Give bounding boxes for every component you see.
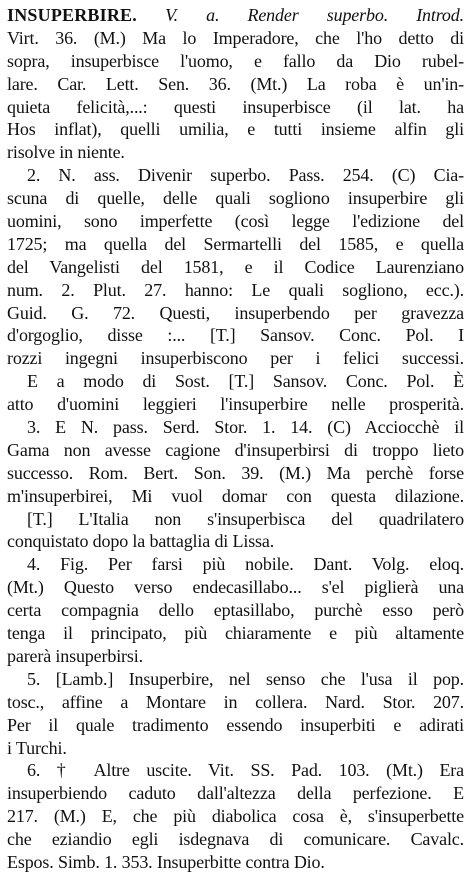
entry-text: V. a. Render superbo. Introd. xyxy=(136,5,464,25)
entry-line: Guid. G. 72. Questi, insuperbendo per gravezza xyxy=(7,302,464,323)
entry-line: uomini, sono imperfette (così legge l'edizione del xyxy=(7,211,464,232)
sense-3-line: 3. E N. pass. Serd. Stor. 1. 14. (C) Acciocchè il xyxy=(27,417,464,438)
entry-line xyxy=(7,4,464,27)
entry-line: lare. Car. Lett. Sen. 36. (Mt.) La roba è un'in- xyxy=(7,73,464,94)
entry-line: Espos. Simb. 1. 353. Insuperbitte contra Dio. xyxy=(7,851,325,872)
entry-line: parerà insuperbirsi. xyxy=(7,645,143,666)
entry-line: conquistato dopo la battaglia di Lissa. xyxy=(7,531,275,552)
entry-line: Hos inflat), quelli umilia, e tutti insieme alfin gli xyxy=(7,119,464,140)
entry-line: successo. Rom. Bert. Son. 39. (M.) Ma perchè forse xyxy=(7,462,464,483)
entry-line: Per il quale tradimento essendo insuperbiti e adirati xyxy=(7,714,464,735)
entry-line: d'orgoglio, disse :... [T.] Sansov. Conc. Pol. I xyxy=(7,325,464,346)
sense-4-line: 4. Fig. Per farsi più nobile. Dant. Volg. eloq. xyxy=(27,554,464,575)
sense-5-line: 5. [Lamb.] Insuperbire, nel senso che l'usa il pop. xyxy=(27,668,464,689)
entry-line: (Mt.) Questo verso endecasillabo... s'el piglierà una xyxy=(7,577,464,598)
entry-line: che eziandio egli isdegnava di comunicare. Cavalc. xyxy=(7,829,464,850)
entry-line: Gama non avesse cagione d'insuperbirsi di troppo lieto xyxy=(7,439,464,460)
entry-line: tosc., affine a Montare in collera. Nard. Stor. 207. xyxy=(7,691,464,712)
sense-2-line: 2. N. ass. Divenir superbo. Pass. 254. (C) Cia- xyxy=(27,165,464,186)
entry-line: sopra, insuperbisce l'uomo, e fallo da Dio rubel- xyxy=(7,50,464,71)
entry-line: 1725; ma quella del Sermartelli del 1585, e quella xyxy=(7,233,464,254)
entry-line: i Turchi. xyxy=(7,737,67,758)
entry-line: num. 2. Plut. 27. hanno: Le quali sogliono, ecc.). xyxy=(7,279,464,300)
entry-line: tenga il principato, più chiaramente e più altamente xyxy=(7,623,464,644)
entry-line: del Vangelisti del 1581, e il Codice Laurenziano xyxy=(7,256,464,277)
entry-line: Virt. 36. (M.) Ma lo Imperadore, che l'ho detto di xyxy=(7,27,464,48)
entry-line: m'insuperbirei, Mi vuol domar con questa dilazione. xyxy=(7,485,464,506)
entry-line: insuperbiendo caduto dall'altezza della perfezione. E xyxy=(7,783,464,804)
entry-line: certa compagnia dello eptasillabo, purchè esso però xyxy=(7,600,464,621)
subsense-line: [T.] L'Italia non s'insuperbisca del quadrilatero xyxy=(27,508,464,529)
entry-line: quieta felicità,...: questi insuperbisce (il lat. ha xyxy=(7,96,464,117)
subsense-line: E a modo di Sost. [T.] Sansov. Conc. Pol. È xyxy=(27,371,464,392)
entry-line: atto d'uomini leggieri l'insuperbire nelle prosperità. xyxy=(7,394,464,415)
entry-line: scuna di quelle, delle quali sogliono insuperbire gli xyxy=(7,188,464,209)
sense-6-line: 6. † Altre uscite. Vit. SS. Pad. 103. (Mt.) Era xyxy=(27,760,464,781)
entry-line: rozzi ingegni insuperbiscono per i felici successi. xyxy=(7,348,464,369)
entry-line: 217. (M.) E, che più diabolica cosa è, s'insuperbette xyxy=(7,806,464,827)
headword: INSUPERBIRE. xyxy=(7,5,137,25)
entry-line: risolve in niente. xyxy=(7,142,125,163)
